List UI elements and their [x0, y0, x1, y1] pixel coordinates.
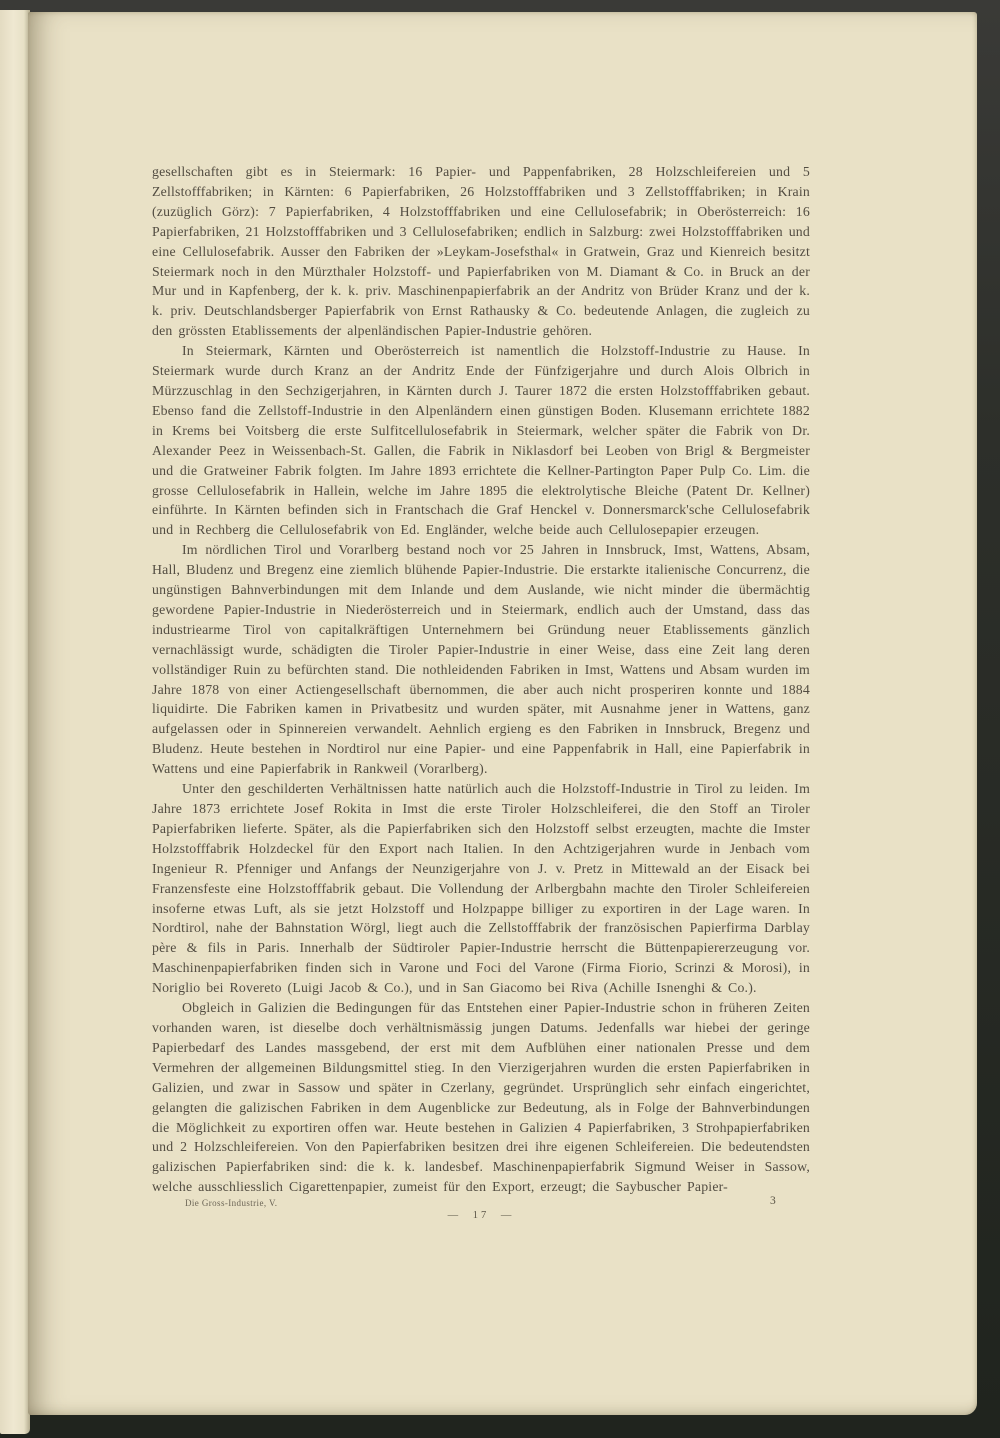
paragraph-continuation: gesellschaften gibt es in Steiermark: 16 Papier- und Pappenfabriken, 28 Holzschleifereien und 5 Zellstofffabriken; in Kärnten: 6 Papierfabriken, 26 Holzstofffabriken und 3 Zellstofffabriken; in Krain (zuzüglich Görz): 7 Papierfabriken, 4 Holzstofffabriken und eine Cellulosefabrik; in Oberösterreich: 16 Papierfabriken, 21 Holzstofffabriken und 3 Cellulosefabriken; endlich in Salzburg: zwei Holzstofffabriken und eine Cellulosefabrik. Ausser den Fabriken der »Leykam-Josefsthal« in Gratwein, Graz und Kienreich besitzt Steiermark noch in den Mürzthaler Holzstoff- und Papierfabriken von M. Diamant & Co. in Bruck an der Mur und in Kapfenberg, der k. k. priv. Maschinenpapierfabrik an der Andritz von Brüder Kranz und der k. k. priv. Deutschlandsberger Papierfabrik von Ernst Rathausky & Co. bedeutende Anlagen, die zugleich zu den grössten Etablissements der alpenländischen Papier-Industrie gehören.: [152, 164, 810, 339]
running-footer-title: Die Gross-Industrie, V.: [185, 1198, 278, 1208]
sheet-signature: 3: [770, 1195, 776, 1207]
paragraph: In Steiermark, Kärnten und Oberösterreich ist namentlich die Holzstoff-Industrie zu Hause. In Steiermark wurde durch Kranz an der Andritz Ende der Fünfzigerjahre und durch Alois Olbrich in Mürzzuschlag in den Sechzigerjahren, in Kärnten durch J. Taurer 1872 die ersten Holzstofffabriken gebaut. Ebenso fand die Zellstoff-Industrie in den Alpenländern einen günstigen Boden. Klusemann errichtete 1882 in Krems bei Voitsberg die erste Sulfitcellulosefabrik in Steiermark, welcher später die Fabrik von Dr. Alexander Peez in Weissenbach-St. Gallen, die Fabrik in Niklasdorf bei Leoben von Brigl & Bergmeister und die Gratweiner Fabrik folgten. Im Jahre 1893 errichtete die Kellner-Partington Paper Pulp Co. Lim. die grosse Cellulosefabrik in Hallein, welche im Jahre 1895 die elektrolytische Bleiche (Patent Dr. Kellner) einführte. In Kärnten befinden sich in Frantschach die Graf Henckel v. Donnersmarck'sche Cellulosefabrik und in Rechberg die Cellulosefabrik von Ed. Engländer, welche beide auch Cellulosepapier erzeugen.: [152, 343, 810, 538]
paragraph: Obgleich in Galizien die Bedingungen für das Entstehen einer Papier-Industrie schon in früheren Zeiten vorhanden waren, ist dieselbe doch verhältnismässig jungen Datums. Jedenfalls war hiebei der geringe Papierbedarf des Landes massgebend, der erst mit dem Aufblühen einer nationalen Presse und dem Vermehren der allgemeinen Bildungsmittel stieg. In den Vierzigerjahren wurden die ersten Papierfabriken in Galizien, und zwar in Sassow und später in Czerlany, gegründet. Ursprünglich sehr einfach eingerichtet, gelangten die galizischen Fabriken in dem Augenblicke zur Bedeutung, als in Folge der Bahnverbindungen die Möglichkeit zu exportiren offen war. Heute bestehen in Galizien 4 Papierfabriken, 3 Strohpapierfabriken und 2 Holzschleifereien. Von den Papierfabriken besitzen drei ihre eigenen Schleifereien. Die bedeutendsten galizischen Papierfabriken sind: die k. k. landesbef. Maschinenpapierfabrik Sigmund Weiser in Sassow, welche ausschliesslich Cigarettenpapier, zumeist für den Export, erzeugt; die Saybuscher Papier-: [152, 1000, 810, 1195]
paragraph: Unter den geschilderten Verhältnissen hatte natürlich auch die Holzstoff-Industrie in Tirol zu leiden. Im Jahre 1873 errichtete Josef Rokita in Imst die erste Tiroler Holzschleiferei, die den Stoff an Tiroler Papierfabriken lieferte. Später, als die Papierfabriken sich den Holzstoff selbst erzeugten, machte die Imster Holzstofffabrik Holzdeckel für den Export nach Italien. In den Achtzigerjahren wurde in Jenbach vom Ingenieur R. Pfenniger und Anfangs der Neunzigerjahre von J. v. Pretz in Mittewald an der Eisack bei Franzensfeste eine Holzstofffabrik gebaut. Die Vollendung der Arlbergbahn machte den Tiroler Schleifereien insoferne etwas Luft, als sie jetzt Holzstoff und Holzpappe billiger zu exportiren in der Lage waren. In Nordtirol, nahe der Bahnstation Wörgl, liegt auch die Zellstofffabrik der französischen Papierfirma Darblay père & fils in Paris. Innerhalb der Südtiroler Papier-Industrie herrscht die Büttenpapiererzeugung vor. Maschinenpapierfabriken finden sich in Varone und Foci del Varone (Firma Fiorio, Scrinzi & Morosi), in Noriglio bei Rovereto (Luigi Jacob & Co.), und in San Giacomo bei Riva (Achille Isnenghi & Co.).: [152, 781, 810, 996]
paragraph: Im nördlichen Tirol und Vorarlberg bestand noch vor 25 Jahren in Innsbruck, Imst, Wattens, Absam, Hall, Bludenz und Bregenz eine ziemlich blühende Papier-Industrie. Die erstarkte italienische Concurrenz, die ungünstigen Bahnverbindungen mit dem Inlande und dem Auslande, wie nicht minder die übermächtig gewordene Papier-Industrie in Niederösterreich und in Steiermark, endlich auch der Umstand, dass das industriearme Tirol von capitalkräftigen Unternehmern bei Gründung neuer Etablissements gänzlich vernachlässigt wurde, schädigten die Tiroler Papier-Industrie in einer Weise, dass eine Zeit lang deren vollständiger Ruin zu befürchten stand. Die nothleidenden Fabriken in Imst, Wattens und Absam wurden im Jahre 1878 von einer Actiengesellschaft übernommen, die aber auch nicht prosperiren konnte und 1884 liquidirte. Die Fabriken kamen in Privatbesitz und wurden später, mit Ausnahme jener in Wattens, ganz aufgelassen oder in Spinnereien verwandelt. Aehnlich ergieng es den Fabriken in Innsbruck, Bregenz und Bludenz. Heute bestehen in Nordtirol nur eine Papier- und eine Pappenfabrik in Hall, eine Papierfabrik in Wattens und eine Papierfabrik in Rankweil (Vorarlberg).: [152, 542, 810, 777]
previous-page-edge: [0, 10, 30, 1434]
page-text-block: [152, 162, 810, 1197]
book-page: [28, 12, 977, 1415]
page-number: — 17 —: [447, 1210, 515, 1221]
